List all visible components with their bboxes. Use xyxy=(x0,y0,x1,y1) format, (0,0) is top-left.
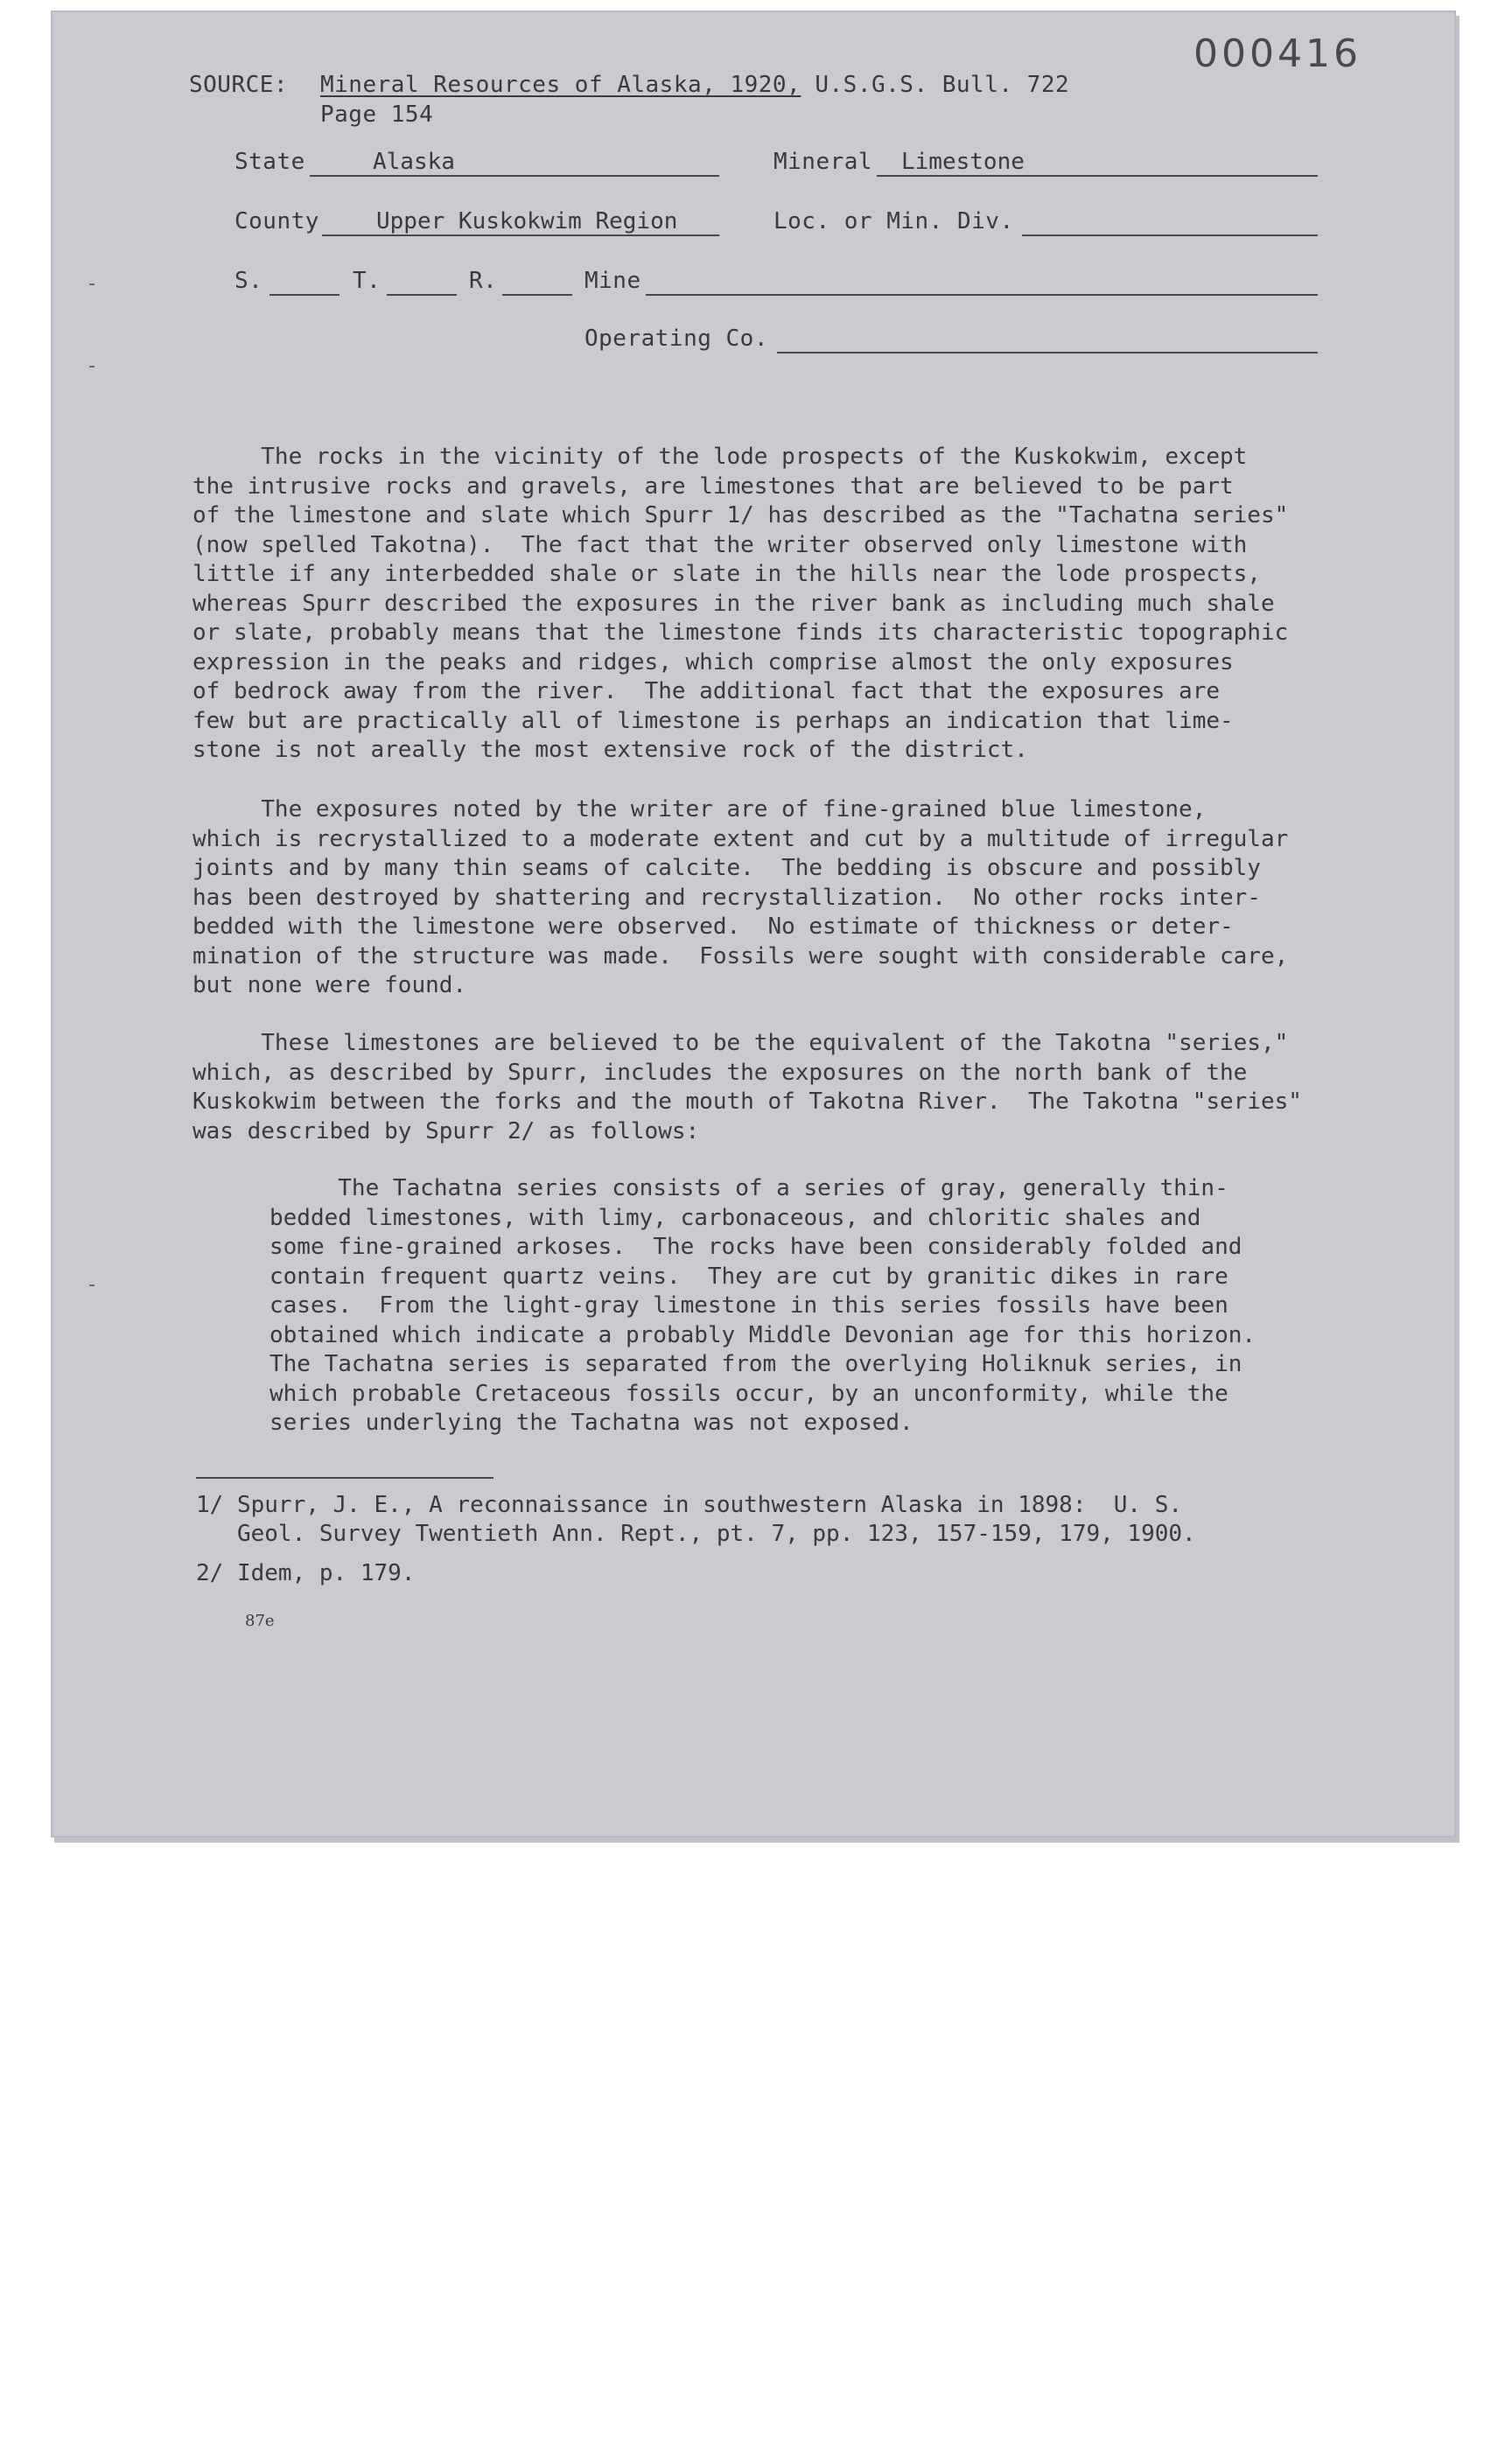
footnote-1: 1/ Spurr, J. E., A reconnaissance in southwestern Alaska in 1898: U. S. Geol. Survey Twentieth Ann. Rept., pt. 7, pp. 123, 157-159, 179, 1900. xyxy=(196,1492,1196,1547)
mine-label: Mine xyxy=(584,268,641,294)
mineral-value: Limestone xyxy=(901,149,1025,175)
county-label: County xyxy=(234,208,319,234)
source-title: Mineral Resources of Alaska, 1920, xyxy=(320,72,802,98)
section-label: S. xyxy=(234,268,263,294)
township-field xyxy=(387,270,457,296)
section-field xyxy=(270,270,340,296)
block-quote: The Tachatna series consists of a series of gray, generally thin- bedded limestones, with limy, carbonaceous, and chloritic shales and some fine-grained arkoses. The rocks have been considerably folded and contain frequent quartz veins. They are cut by granitic dikes in rare cases. From the light-gray limestone in this series fossils have been obtained which indicate a probably Middle Devonian age for this horizon. The Tachatna series is separated from the overlying Holiknuk series, in which probable Cretaceous fossils occur, by an unconformity, while the series underlying the Tachatna was not exposed. xyxy=(270,1175,1256,1436)
margin-mark xyxy=(89,1284,94,1286)
footnote-2: 2/ Idem, p. 179. xyxy=(196,1560,416,1586)
source-line xyxy=(320,72,1069,98)
paragraph-3: These limestones are believed to be the equivalent of the Takotna "series," which, as described by Spurr, includes the exposures on the north bank of the Kuskokwim between the forks and the mouth of Takotna River. The Takotna "series" was described by Spurr 2/ as follows: xyxy=(192,1030,1302,1144)
margin-mark xyxy=(89,284,94,285)
range-label: R. xyxy=(469,268,498,294)
document-number: 000416 xyxy=(1194,32,1362,76)
source-label: SOURCE: xyxy=(189,72,289,98)
mineral-label: Mineral xyxy=(774,149,873,175)
mineral-field xyxy=(877,150,1318,177)
margin-mark xyxy=(89,366,94,368)
operating-field xyxy=(777,327,1318,354)
county-value: Upper Kuskokwim Region xyxy=(376,208,678,234)
loc-field xyxy=(1022,210,1318,236)
document-page xyxy=(51,10,1456,1838)
state-label: State xyxy=(234,149,305,175)
source-page: Page 154 xyxy=(320,102,434,128)
township-label: T. xyxy=(353,268,382,294)
paragraph-2: The exposures noted by the writer are of fine-grained blue limestone, which is recrystallized to a moderate extent and cut by a multitude of irregular joints and by many thin seams of calcite. The bedding is obscure and possibly has been destroyed by shattering and recrystallization. No other rocks inter- bedded with the limestone were observed. No estimate of thickness or deter- mination of the structure was made. Fossils were sought with considerable care, but none were found. xyxy=(192,796,1289,998)
loc-label: Loc. or Min. Div. xyxy=(774,208,1014,234)
source-publication: U.S.G.S. Bull. 722 xyxy=(801,72,1070,98)
operating-label: Operating Co. xyxy=(584,326,768,352)
page-note: 87e xyxy=(245,1612,275,1630)
footnote-rule xyxy=(196,1477,494,1479)
county-field xyxy=(322,210,719,236)
state-field xyxy=(310,150,719,177)
range-field xyxy=(502,270,572,296)
mine-field xyxy=(646,270,1318,296)
paragraph-1: The rocks in the vicinity of the lode prospects of the Kuskokwim, except the intrusive rocks and gravels, are limestones that are believed to be part of the limestone and slate which Spurr 1/ has described as the "Tachatna series" (now spelled Takotna). The fact that the writer observed only limestone with little if any interbedded shale or slate in the hills near the lode prospects, whereas Spurr described the exposures in the river bank as including much shale or slate, probably means that the limestone finds its characteristic topographic expression in the peaks and ridges, which comprise almost the only exposures of bedrock away from the river. The additional fact that the exposures are few but are practically all of limestone is perhaps an indication that lime- stone is not areally the most extensive rock of the district. xyxy=(192,444,1289,763)
state-value: Alaska xyxy=(373,149,455,175)
